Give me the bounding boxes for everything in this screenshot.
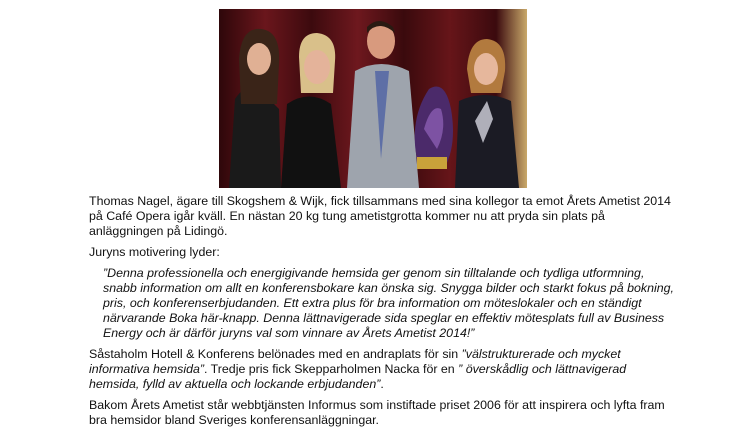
- runners-up-quote-2: ” överskådlig och lättnavigerad hemsida, fylld av aktuella och lockande erbjudanden”: [89, 362, 627, 391]
- article-body: [89, 194, 679, 434]
- runners-up-quote-1: ”välstrukturerade och mycket informativa hemsida”: [89, 347, 621, 376]
- award-photo-illustration: [219, 9, 527, 188]
- paragraph-informus: Bakom Årets Ametist står webbtjänsten Informus som instiftade priset 2006 för att inspirera och lyfta fram bra hemsidor bland Sveriges konferensanläggningar.: [89, 398, 665, 427]
- runners-up-text-2: . Tredje pris fick Skepparholmen Nacka för en: [204, 362, 459, 376]
- paragraph-award: Thomas Nagel, ägare till Skogshem & Wijk, fick tillsammans med sina kollegor ta emot Årets Ametist 2014 på Café Opera igår kväll. En nästan 20 kg tung ametistgrotta kommer nu att pryda sin plats på anläggningen på Lidingö.: [89, 194, 671, 238]
- runners-up-text-3: .: [380, 377, 384, 391]
- jury-quote: ”Denna professionella och energigivande hemsida ger genom sin tilltalande och tydliga utformning, snabb information om allt en konferensbokare kan önska sig. Snygga bilder och starkt fokus på bokning, pris, och konferenserbjudanden. Ett extra plus för bra information om möteslokaler och en ständigt närvarande Boka här-knapp. Denna lättnavigerade sida speglar en effektiv mötesplats full av Business Energy och är därför juryns val som vinnare av Årets Ametist 2014!”: [103, 266, 674, 340]
- paragraph-jury-intro: Juryns motivering lyder:: [89, 245, 220, 259]
- award-photo: [219, 9, 527, 188]
- runners-up-text-1: Såstaholm Hotell & Konferens belönades med en andraplats för sin: [89, 347, 462, 361]
- paragraph-runners-up: [89, 347, 679, 392]
